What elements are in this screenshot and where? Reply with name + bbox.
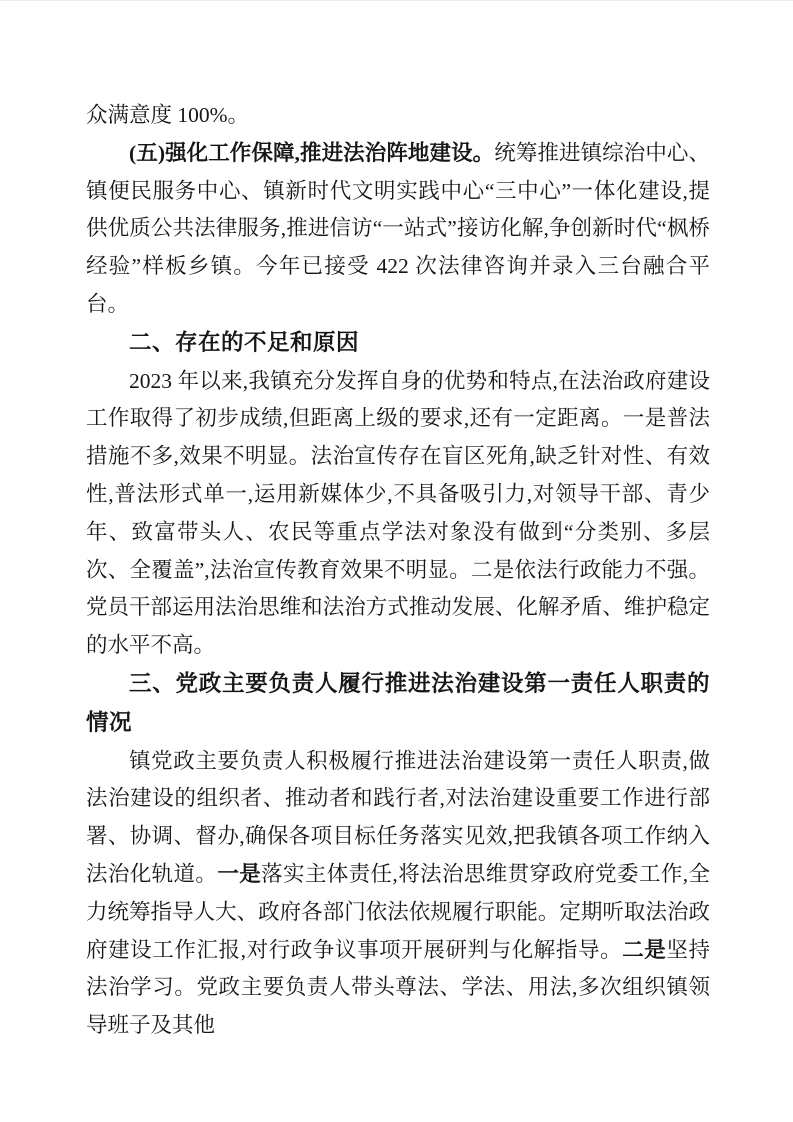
paragraph-p4-responsibility-body: [86, 743, 710, 1045]
text-run: 众满意度 100%。: [86, 103, 250, 127]
paragraph-p2-section5: [86, 135, 710, 324]
text-run: 2023 年以来,我镇充分发挥自身的优势和特点,在法治政府建设工作取得了初步成绩,但距离上级的要求,还有一定距离。一是普法措施不多,效果不明显。法治宣传存在盲区死角,缺乏针对性、有效性,普法形式单一,运用新媒体少,不具备吸引力,对领导干部、青少年、致富带头人、农民等重点学法对象没有做到“分类别、多层次、全覆盖”,法治宣传教育效果不明显。二是依法行政能力不强。党员干部运用法治思维和法治方式推动发展、化解矛盾、维护稳定的水平不高。: [86, 368, 710, 658]
text-run: 一是: [217, 861, 262, 886]
text-run: 落实主体责任,将法治思维贯穿政府党委工作,全力统筹指导人大、政府各部门依法依规履行职能。定期听取法治政府建设工作汇报,对行政争议事项开展研判与化解指导。: [86, 861, 710, 962]
paragraph-h2-shortcomings: [86, 324, 710, 363]
text-run: 二是: [622, 937, 667, 962]
text-run: (五)强化工作保障,推进法治阵地建设。: [129, 140, 495, 165]
text-run: 统筹推进镇综治中心、镇便民服务中心、镇新时代文明实践中心“三中心”一体化建设,提供优质公共法律服务,推进信访“一站式”接访化解,争创新时代“枫桥经验”样板乡镇。今年已接受 422 次法律咨询并录入三台融合平台。: [86, 140, 710, 316]
text-run: 二、存在的不足和原因: [129, 329, 360, 355]
paragraph-p3-shortcomings-body: [86, 363, 710, 665]
document-body: [86, 97, 710, 1045]
paragraph-p1-continuation: [86, 97, 710, 135]
paragraph-h3-responsibility: [86, 665, 710, 743]
text-run: 镇党政主要负责人积极履行推进法治建设第一责任人职责,做法治建设的组织者、推动者和践行者,对法治建设重要工作进行部署、协调、督办,确保各项目标任务落实见效,把我镇各项工作纳入法治化轨道。: [86, 748, 710, 886]
text-run: 三、党政主要负责人履行推进法治建设第一责任人职责的情况: [86, 670, 710, 735]
text-run: 坚持法治学习。党政主要负责人带头尊法、学法、用法,多次组织镇领导班子及其他: [86, 937, 710, 1038]
